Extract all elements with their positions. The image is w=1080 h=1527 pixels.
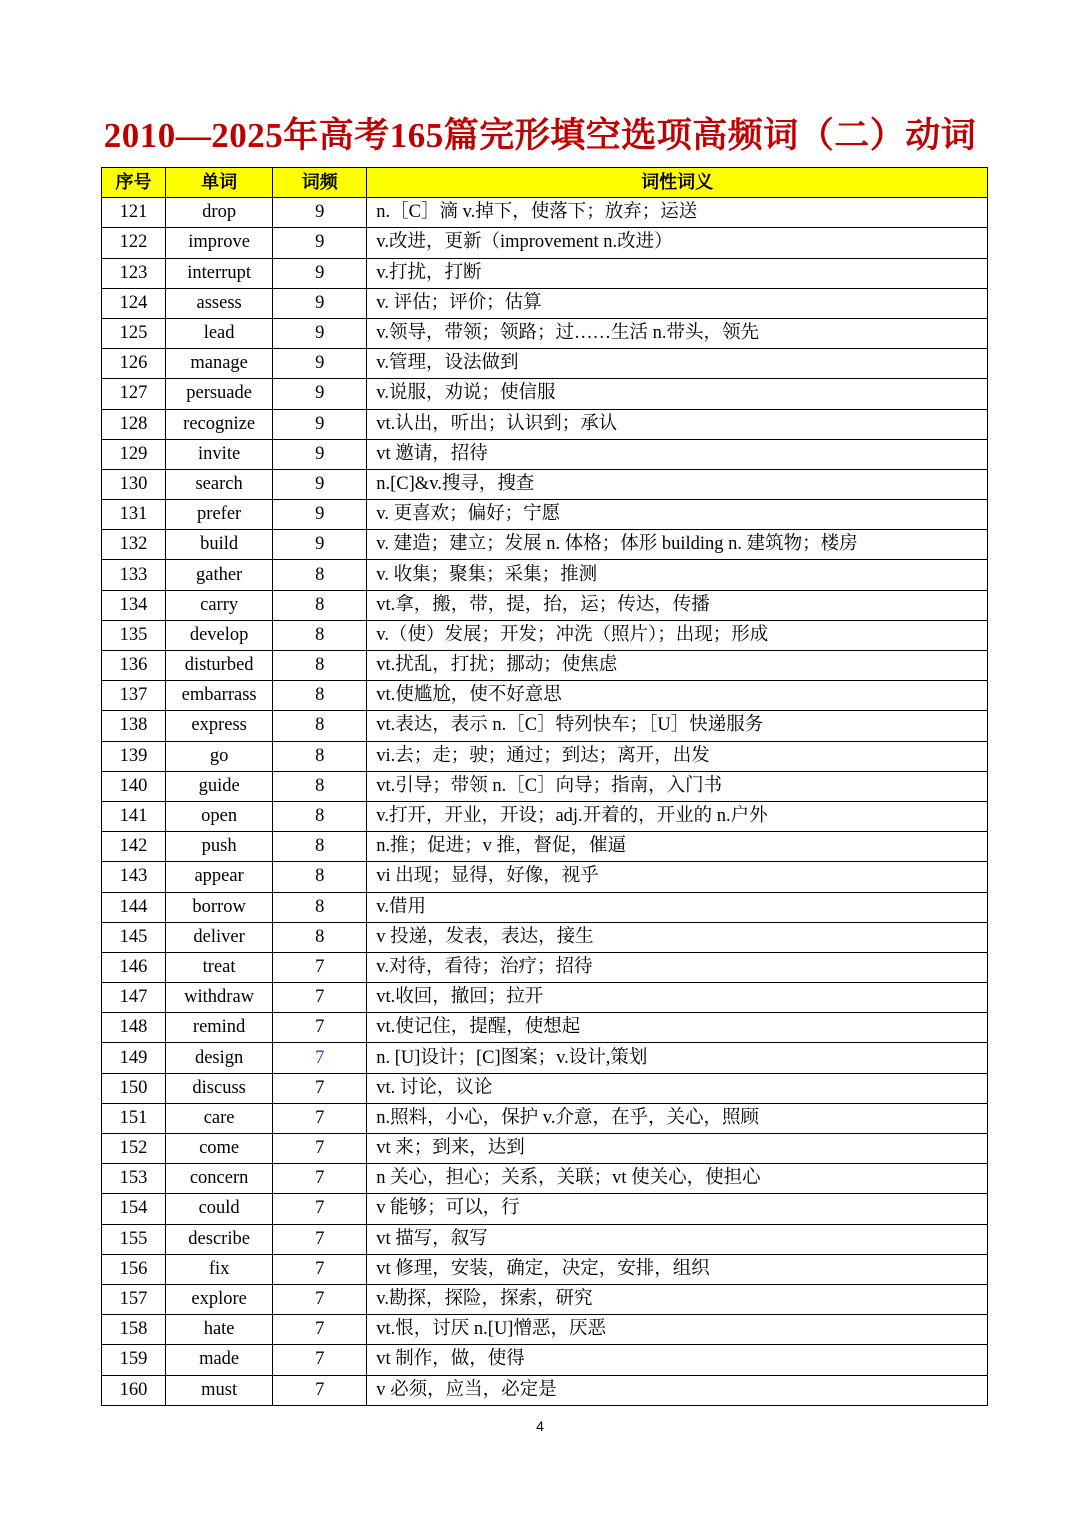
row-definition: vt 来；到来，达到 bbox=[367, 1134, 988, 1164]
table-row bbox=[102, 832, 988, 862]
row-word: describe bbox=[166, 1224, 273, 1254]
row-definition: vt.扰乱，打扰；挪动；使焦虑 bbox=[367, 651, 988, 681]
row-word: push bbox=[166, 832, 273, 862]
row-serial-number: 130 bbox=[102, 469, 166, 499]
row-word: withdraw bbox=[166, 983, 273, 1013]
row-serial-number: 131 bbox=[102, 500, 166, 530]
row-serial-number: 159 bbox=[102, 1345, 166, 1375]
page-number: 4 bbox=[536, 1418, 544, 1434]
header-word: 单词 bbox=[166, 168, 273, 198]
row-definition: n. [U]设计；[C]图案；v.设计,策划 bbox=[367, 1043, 988, 1073]
table-row bbox=[102, 288, 988, 318]
row-frequency: 9 bbox=[273, 530, 367, 560]
row-serial-number: 142 bbox=[102, 832, 166, 862]
row-definition: vi.去；走；驶；通过；到达；离开，出发 bbox=[367, 741, 988, 771]
row-frequency: 8 bbox=[273, 832, 367, 862]
table-row bbox=[102, 771, 988, 801]
row-frequency: 8 bbox=[273, 620, 367, 650]
table-row bbox=[102, 1073, 988, 1103]
row-definition: v.（使）发展；开发；冲洗（照片）；出现；形成 bbox=[367, 620, 988, 650]
row-frequency: 8 bbox=[273, 741, 367, 771]
vocabulary-table bbox=[101, 167, 988, 1406]
row-serial-number: 135 bbox=[102, 620, 166, 650]
row-definition: v.打开，开业，开设；adj.开着的，开业的 n.户外 bbox=[367, 801, 988, 831]
table-row bbox=[102, 590, 988, 620]
header-serial-number: 序号 bbox=[102, 168, 166, 198]
row-frequency: 7 bbox=[273, 1224, 367, 1254]
row-frequency: 7 bbox=[273, 1013, 367, 1043]
row-definition: v. 更喜欢；偏好；宁愿 bbox=[367, 500, 988, 530]
row-frequency: 9 bbox=[273, 198, 367, 228]
row-definition: v 能够；可以，行 bbox=[367, 1194, 988, 1224]
row-word: gather bbox=[166, 560, 273, 590]
table-row bbox=[102, 651, 988, 681]
table-row bbox=[102, 1103, 988, 1133]
table-row bbox=[102, 1194, 988, 1224]
row-frequency: 8 bbox=[273, 560, 367, 590]
row-definition: n 关心，担心；关系，关联；vt 使关心，使担心 bbox=[367, 1164, 988, 1194]
row-serial-number: 123 bbox=[102, 258, 166, 288]
row-serial-number: 128 bbox=[102, 409, 166, 439]
table-header-row bbox=[102, 168, 988, 198]
row-frequency: 8 bbox=[273, 862, 367, 892]
row-frequency: 7 bbox=[273, 1254, 367, 1284]
table-row bbox=[102, 1013, 988, 1043]
row-definition: v. 收集；聚集；采集；推测 bbox=[367, 560, 988, 590]
table-row bbox=[102, 1315, 988, 1345]
row-definition: v.领导，带领；领路；过……生活 n.带头，领先 bbox=[367, 318, 988, 348]
row-frequency: 9 bbox=[273, 379, 367, 409]
row-serial-number: 149 bbox=[102, 1043, 166, 1073]
row-frequency: 7 bbox=[273, 1284, 367, 1314]
row-frequency: 9 bbox=[273, 288, 367, 318]
table-row bbox=[102, 228, 988, 258]
row-word: remind bbox=[166, 1013, 273, 1043]
table-row bbox=[102, 469, 988, 499]
row-word: assess bbox=[166, 288, 273, 318]
table-row bbox=[102, 318, 988, 348]
row-serial-number: 158 bbox=[102, 1315, 166, 1345]
row-serial-number: 156 bbox=[102, 1254, 166, 1284]
row-word: concern bbox=[166, 1164, 273, 1194]
row-serial-number: 129 bbox=[102, 439, 166, 469]
row-word: come bbox=[166, 1134, 273, 1164]
table-row bbox=[102, 952, 988, 982]
row-definition: v 必须，应当，必定是 bbox=[367, 1375, 988, 1405]
row-word: explore bbox=[166, 1284, 273, 1314]
row-frequency: 7 bbox=[273, 1315, 367, 1345]
row-word: express bbox=[166, 711, 273, 741]
row-definition: v.管理，设法做到 bbox=[367, 349, 988, 379]
table-row bbox=[102, 1375, 988, 1405]
row-definition: n.照料，小心，保护 v.介意，在乎，关心，照顾 bbox=[367, 1103, 988, 1133]
page-title: 2010—2025年高考165篇完形填空选项高频词（二）动词 bbox=[103, 116, 977, 155]
table-row bbox=[102, 349, 988, 379]
row-definition: v. 评估；评价；估算 bbox=[367, 288, 988, 318]
row-definition: v.对待，看待；治疗；招待 bbox=[367, 952, 988, 982]
row-definition: vi 出现；显得，好像，视乎 bbox=[367, 862, 988, 892]
row-serial-number: 157 bbox=[102, 1284, 166, 1314]
row-frequency: 7 bbox=[273, 1134, 367, 1164]
row-word: must bbox=[166, 1375, 273, 1405]
row-frequency: 7 bbox=[273, 1375, 367, 1405]
row-serial-number: 143 bbox=[102, 862, 166, 892]
row-frequency: 8 bbox=[273, 711, 367, 741]
table-row bbox=[102, 620, 988, 650]
table-row bbox=[102, 530, 988, 560]
row-frequency: 7 bbox=[273, 1103, 367, 1133]
row-word: treat bbox=[166, 952, 273, 982]
row-frequency: 7 bbox=[273, 1073, 367, 1103]
row-definition: vt.拿，搬，带，提，抬，运；传达，传播 bbox=[367, 590, 988, 620]
table-row bbox=[102, 379, 988, 409]
row-word: open bbox=[166, 801, 273, 831]
table-row bbox=[102, 681, 988, 711]
row-serial-number: 125 bbox=[102, 318, 166, 348]
row-serial-number: 154 bbox=[102, 1194, 166, 1224]
row-definition: vt.使记住，提醒，使想起 bbox=[367, 1013, 988, 1043]
row-frequency: 9 bbox=[273, 439, 367, 469]
row-serial-number: 140 bbox=[102, 771, 166, 801]
table-row bbox=[102, 801, 988, 831]
row-definition: vt 修理，安装，确定，决定，安排，组织 bbox=[367, 1254, 988, 1284]
row-definition: vt.引导；带领 n.［C］向导；指南，入门书 bbox=[367, 771, 988, 801]
table-row bbox=[102, 892, 988, 922]
row-serial-number: 132 bbox=[102, 530, 166, 560]
table-row bbox=[102, 862, 988, 892]
row-serial-number: 145 bbox=[102, 922, 166, 952]
table-row bbox=[102, 983, 988, 1013]
table-row bbox=[102, 409, 988, 439]
row-serial-number: 134 bbox=[102, 590, 166, 620]
row-frequency: 9 bbox=[273, 318, 367, 348]
table-row bbox=[102, 1134, 988, 1164]
row-frequency: 7 bbox=[273, 983, 367, 1013]
row-serial-number: 124 bbox=[102, 288, 166, 318]
table-row bbox=[102, 500, 988, 530]
table-row bbox=[102, 1224, 988, 1254]
table-row bbox=[102, 1284, 988, 1314]
row-definition: v.说服，劝说；使信服 bbox=[367, 379, 988, 409]
row-serial-number: 137 bbox=[102, 681, 166, 711]
row-definition: v.打扰，打断 bbox=[367, 258, 988, 288]
row-word: go bbox=[166, 741, 273, 771]
row-serial-number: 160 bbox=[102, 1375, 166, 1405]
row-word: made bbox=[166, 1345, 273, 1375]
row-word: persuade bbox=[166, 379, 273, 409]
row-serial-number: 121 bbox=[102, 198, 166, 228]
row-serial-number: 133 bbox=[102, 560, 166, 590]
row-word: borrow bbox=[166, 892, 273, 922]
row-serial-number: 136 bbox=[102, 651, 166, 681]
row-serial-number: 126 bbox=[102, 349, 166, 379]
row-word: disturbed bbox=[166, 651, 273, 681]
row-word: deliver bbox=[166, 922, 273, 952]
table-row bbox=[102, 560, 988, 590]
row-serial-number: 138 bbox=[102, 711, 166, 741]
row-word: manage bbox=[166, 349, 273, 379]
row-serial-number: 148 bbox=[102, 1013, 166, 1043]
row-definition: v.改进，更新（improvement n.改进） bbox=[367, 228, 988, 258]
row-definition: vt. 讨论，议论 bbox=[367, 1073, 988, 1103]
row-definition: n.推；促进；v 推，督促，催逼 bbox=[367, 832, 988, 862]
table-row bbox=[102, 198, 988, 228]
row-serial-number: 151 bbox=[102, 1103, 166, 1133]
row-definition: n.［C］滴 v.掉下，使落下；放弃；运送 bbox=[367, 198, 988, 228]
row-definition: vt 制作，做，使得 bbox=[367, 1345, 988, 1375]
row-word: recognize bbox=[166, 409, 273, 439]
row-serial-number: 152 bbox=[102, 1134, 166, 1164]
table-row bbox=[102, 1164, 988, 1194]
row-frequency: 9 bbox=[273, 228, 367, 258]
row-word: drop bbox=[166, 198, 273, 228]
row-frequency: 9 bbox=[273, 500, 367, 530]
row-serial-number: 155 bbox=[102, 1224, 166, 1254]
row-serial-number: 150 bbox=[102, 1073, 166, 1103]
row-frequency: 7 bbox=[273, 1194, 367, 1224]
row-word: invite bbox=[166, 439, 273, 469]
row-frequency: 7 bbox=[273, 1164, 367, 1194]
header-definition: 词性词义 bbox=[367, 168, 988, 198]
row-serial-number: 127 bbox=[102, 379, 166, 409]
row-serial-number: 147 bbox=[102, 983, 166, 1013]
row-word: improve bbox=[166, 228, 273, 258]
row-frequency: 8 bbox=[273, 922, 367, 952]
row-word: could bbox=[166, 1194, 273, 1224]
row-word: interrupt bbox=[166, 258, 273, 288]
row-definition: vt.恨，讨厌 n.[U]憎恶，厌恶 bbox=[367, 1315, 988, 1345]
row-definition: vt.收回，撤回；拉开 bbox=[367, 983, 988, 1013]
row-definition: n.[C]&v.搜寻，搜查 bbox=[367, 469, 988, 499]
row-word: discuss bbox=[166, 1073, 273, 1103]
table-body bbox=[102, 198, 988, 1406]
row-serial-number: 122 bbox=[102, 228, 166, 258]
table-row bbox=[102, 439, 988, 469]
row-word: appear bbox=[166, 862, 273, 892]
row-word: prefer bbox=[166, 500, 273, 530]
row-serial-number: 146 bbox=[102, 952, 166, 982]
row-definition: v 投递，发表，表达，接生 bbox=[367, 922, 988, 952]
row-frequency: 8 bbox=[273, 771, 367, 801]
table-row bbox=[102, 1345, 988, 1375]
row-frequency: 8 bbox=[273, 801, 367, 831]
table-row bbox=[102, 1254, 988, 1284]
row-serial-number: 141 bbox=[102, 801, 166, 831]
table-row bbox=[102, 741, 988, 771]
row-frequency: 8 bbox=[273, 892, 367, 922]
row-serial-number: 144 bbox=[102, 892, 166, 922]
row-definition: vt.认出，听出；认识到；承认 bbox=[367, 409, 988, 439]
row-word: care bbox=[166, 1103, 273, 1133]
row-frequency: 8 bbox=[273, 651, 367, 681]
row-frequency: 7 bbox=[273, 1043, 367, 1073]
row-word: lead bbox=[166, 318, 273, 348]
row-definition: vt.表达，表示 n.［C］特列快车；［U］快递服务 bbox=[367, 711, 988, 741]
row-frequency: 8 bbox=[273, 681, 367, 711]
table-row bbox=[102, 1043, 988, 1073]
row-serial-number: 153 bbox=[102, 1164, 166, 1194]
row-frequency: 9 bbox=[273, 469, 367, 499]
row-word: carry bbox=[166, 590, 273, 620]
row-word: guide bbox=[166, 771, 273, 801]
row-frequency: 9 bbox=[273, 258, 367, 288]
row-serial-number: 139 bbox=[102, 741, 166, 771]
row-word: search bbox=[166, 469, 273, 499]
row-frequency: 7 bbox=[273, 1345, 367, 1375]
row-definition: vt 描写，叙写 bbox=[367, 1224, 988, 1254]
table-row bbox=[102, 711, 988, 741]
row-definition: v.勘探，探险，探索，研究 bbox=[367, 1284, 988, 1314]
row-word: design bbox=[166, 1043, 273, 1073]
row-word: embarrass bbox=[166, 681, 273, 711]
row-word: build bbox=[166, 530, 273, 560]
row-definition: vt.使尴尬，使不好意思 bbox=[367, 681, 988, 711]
header-frequency: 词频 bbox=[273, 168, 367, 198]
row-definition: v. 建造；建立；发展 n. 体格；体形 building n. 建筑物；楼房 bbox=[367, 530, 988, 560]
table-row bbox=[102, 258, 988, 288]
row-frequency: 7 bbox=[273, 952, 367, 982]
row-frequency: 8 bbox=[273, 590, 367, 620]
row-definition: vt 邀请，招待 bbox=[367, 439, 988, 469]
row-word: develop bbox=[166, 620, 273, 650]
row-frequency: 9 bbox=[273, 349, 367, 379]
row-word: hate bbox=[166, 1315, 273, 1345]
row-definition: v.借用 bbox=[367, 892, 988, 922]
table-row bbox=[102, 922, 988, 952]
row-frequency: 9 bbox=[273, 409, 367, 439]
row-word: fix bbox=[166, 1254, 273, 1284]
